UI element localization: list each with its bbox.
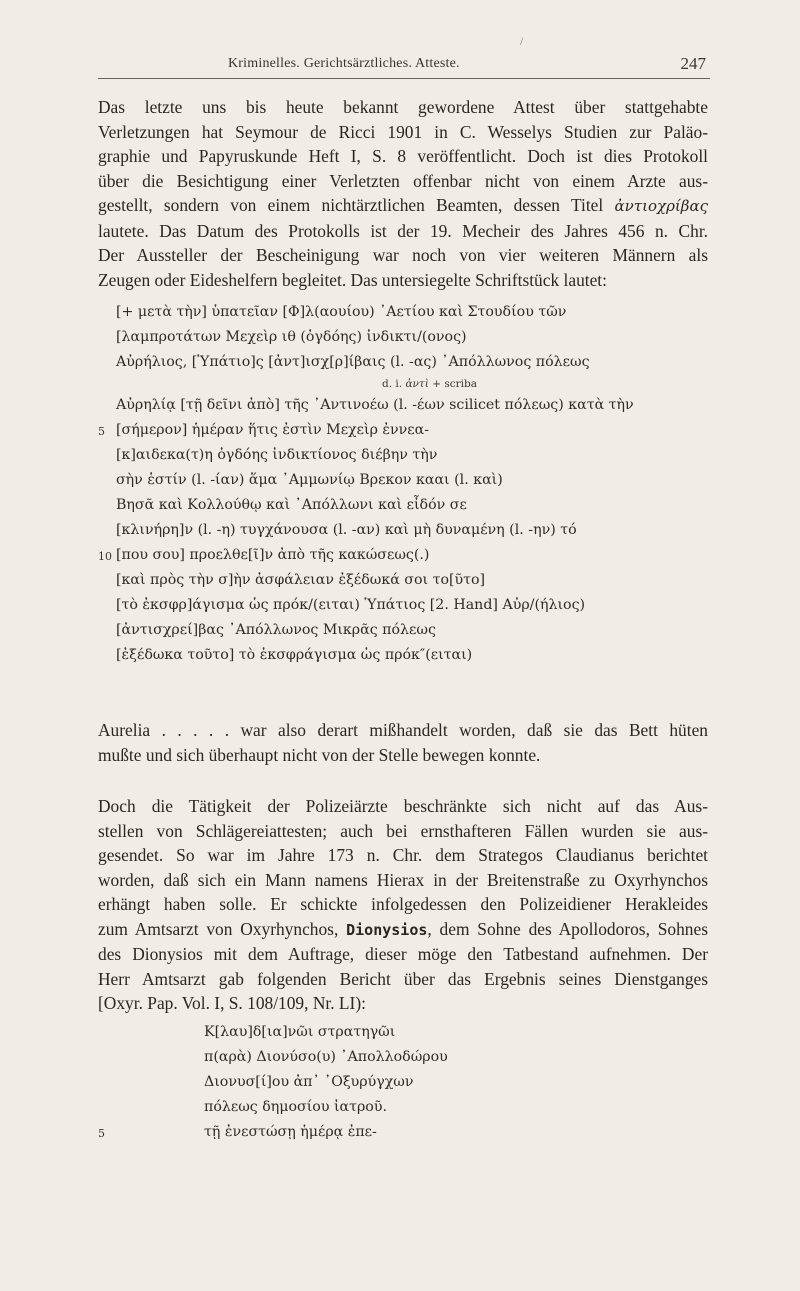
- greek-line-text: [κ]αιδεκα(τ)η ὀγδόης ἰνδικτίονος διέβην τὴν: [116, 447, 438, 463]
- greek-line: [98, 1045, 718, 1070]
- note-greek: ἀντὶ: [405, 378, 429, 390]
- greek-oxyrhynchos-text: [98, 1020, 718, 1145]
- running-head: Kriminelles. Gerichtsärztliches. Atteste.: [228, 56, 460, 71]
- greek-papyrus-text: [98, 300, 718, 668]
- text-line: Der Aussteller der Bescheinigung war noch von vier weiteren Männern als: [98, 245, 708, 265]
- note-suffix: + scriba: [432, 378, 477, 390]
- text-line: lautete. Das Datum des Protokolls ist der 19. Mecheir des Jahres 456 n. Chr.: [98, 220, 708, 241]
- text-fragment: zum Amtsarzt von Oxyrhynchos,: [98, 918, 339, 939]
- text-line: Das letzte uns bis heute bekannt gewordene Attest über stattgehabte: [98, 97, 708, 117]
- line-number: 5: [98, 425, 105, 438]
- pencil-mark: /: [520, 34, 524, 48]
- text-line: Aurelia . . . . . war also derart mißhandelt worden, daß sie das Bett hüten: [98, 720, 708, 740]
- text-line: mußte und sich überhaupt nicht von der Stelle bewegen konnte.: [98, 744, 541, 765]
- greek-line: [98, 1020, 718, 1045]
- paragraph-aurelia: [98, 718, 708, 767]
- greek-line: [98, 543, 718, 568]
- greek-line: [98, 468, 718, 493]
- text-line: Verletzungen hat Seymour de Ricci 1901 in C. Wesselys Studien zur Paläo-: [98, 121, 708, 142]
- text-line: [98, 917, 708, 943]
- greek-line-text: [ἀντισχρεί]βας ᾿Απόλλωνος Μικρᾶς πόλεως: [116, 622, 436, 638]
- greek-line: [98, 1095, 718, 1120]
- text-line: gesendet. So war im Jahre 173 n. Chr. dem Strategos Claudianus berichtet: [98, 845, 708, 865]
- text-line: Doch die Tätigkeit der Polizeiärzte beschränkte sich nicht auf das Aus-: [98, 796, 708, 816]
- greek-line: [98, 350, 718, 375]
- page-header: [98, 52, 710, 79]
- text-fragment: gestellt, sondern von einem nichtärztlichen Beamten, dessen Titel: [98, 195, 604, 215]
- text-line: Zeugen oder Eideshelfern begleitet. Das untersiegelte Schriftstück lautet:: [98, 269, 607, 290]
- greek-line-text: Βησᾶ καὶ Κολλούθῳ καὶ ᾿Απόλλωνι καὶ εἶδόν σε: [116, 497, 467, 513]
- greek-line-text: τῇ ἐνεστώσῃ ἡμέρᾳ ἐπε-: [204, 1124, 377, 1140]
- text-line: [Oxyr. Pap. Vol. I, S. 108/109, Nr. LI):: [98, 993, 366, 1013]
- note-prefix: d. i.: [382, 378, 403, 390]
- greek-line-text: πόλεως δημοσίου ἰατροῦ.: [204, 1099, 387, 1115]
- greek-line-text: Κ[λαυ]δ[ια]νῶι στρατηγῶι: [204, 1024, 396, 1040]
- greek-line-text: [+ μετὰ τὴν] ὑπατεῖαν [Φ]λ(αουίου) ᾿Αετίου καὶ Στουδίου τῶν: [116, 304, 567, 320]
- greek-line: [98, 593, 718, 618]
- line-number: 10: [98, 550, 112, 563]
- greek-line: [98, 443, 718, 468]
- greek-line: [98, 493, 718, 518]
- text-fragment: , dem Sohne des Apollodoros, Sohnes: [427, 918, 708, 939]
- greek-line-text: σὴν ἑστίν (l. -ίαν) ἅμα ᾿Αμμωνίῳ Βρεκον κααι (l. καὶ): [116, 472, 503, 488]
- greek-title: ἀντιοχρίβας: [614, 197, 708, 215]
- greek-line-text: [που σου] προελθε[ῖ]ν ἀπὸ τῆς κακώσεως(.): [116, 547, 430, 563]
- line-number: 5: [98, 1127, 105, 1140]
- greek-line: [98, 643, 718, 668]
- text-line: erhängt haben solle. Er schickte infolgedessen den Polizeidiener Herakleides: [98, 894, 708, 914]
- greek-line: [98, 618, 718, 643]
- greek-line-text: [λαμπροτάτων Μεχεὶρ ιθ (ὀγδόης) ἰνδικτι/(ονος): [116, 329, 467, 345]
- greek-line-text: [τὸ ἐκσφρ]άγισμα ὡς πρόκ/(ειται) Ὑπάτιος [2. Hand] Αὐρ/(ήλιος): [116, 597, 586, 613]
- page-number: 247: [680, 54, 706, 73]
- greek-line: [98, 568, 718, 593]
- greek-line-text: Αὐρήλιος, [Ὑπάτιο]ς [ἀντ]ισχ[ρ]ίβαις (l. -ας) ᾿Απόλλωνος πόλεως: [116, 354, 590, 370]
- greek-line: [98, 1120, 718, 1145]
- greek-line-text: [κλινήρη]ν (l. -η) τυγχάνουσα (l. -αν) καὶ μὴ δυναμένη (l. -ην) τό: [116, 522, 577, 538]
- text-line: des Dionysios mit dem Auftrage, dieser möge den Tatbestand aufnehmen. Der: [98, 944, 708, 964]
- text-line: stellen von Schlägereiattesten; auch bei ernsthafteren Fällen wurden sie aus-: [98, 820, 708, 841]
- greek-line-text: π(αρὰ) Διονύσο(υ) ᾿Απολλοδώρου: [204, 1049, 448, 1065]
- greek-line: [98, 1070, 718, 1095]
- greek-line-text: [ἐξέδωκα τοῦτο] τὸ ἐκσφράγισμα ὡς πρόκ″(ειται): [116, 647, 473, 663]
- paragraph-polizeiaerzte: [98, 794, 708, 1016]
- text-line: Herr Amtsarzt gab folgenden Bericht über das Ergebnis seines Dienstganges: [98, 968, 708, 989]
- greek-line: [98, 325, 718, 350]
- greek-line-text: Αὐρηλίᾳ [τῇ δεῖνι ἀπὸ] τῆς ᾿Αντινοέω (l. -έων scilicet πόλεως) κατὰ τὴν: [116, 397, 634, 413]
- greek-line-text: Διονυσ[ί]ου ἀπ᾿ ᾿Οξυρύγχων: [204, 1074, 414, 1090]
- greek-line: [98, 393, 718, 418]
- greek-line-text: [καὶ πρὸς τὴν σ]ὴν ἀσφάλειαν ἐξέδωκά σοι το[ῦτο]: [116, 572, 486, 588]
- text-line: [98, 193, 708, 219]
- greek-line: [98, 300, 718, 325]
- text-line: worden, daß sich ein Mann namens Hierax in der Breitenstraße zu Oxyrhynchos: [98, 869, 708, 890]
- greek-line-text: [σήμερον] ἡμέραν ἥτις ἐστὶν Μεχεὶρ ἐννεα-: [116, 422, 430, 438]
- paragraph-attest-intro: [98, 95, 708, 292]
- greek-line: [98, 518, 718, 543]
- marginal-note: [382, 375, 800, 393]
- greek-line: [98, 418, 718, 443]
- text-line: über die Besichtigung einer Verletzten offenbar nicht von einem Arzte aus-: [98, 170, 708, 191]
- name-dionysios: Dionysios: [346, 920, 428, 939]
- text-line: graphie und Papyruskunde Heft I, S. 8 veröffentlicht. Doch ist dies Protokoll: [98, 146, 708, 166]
